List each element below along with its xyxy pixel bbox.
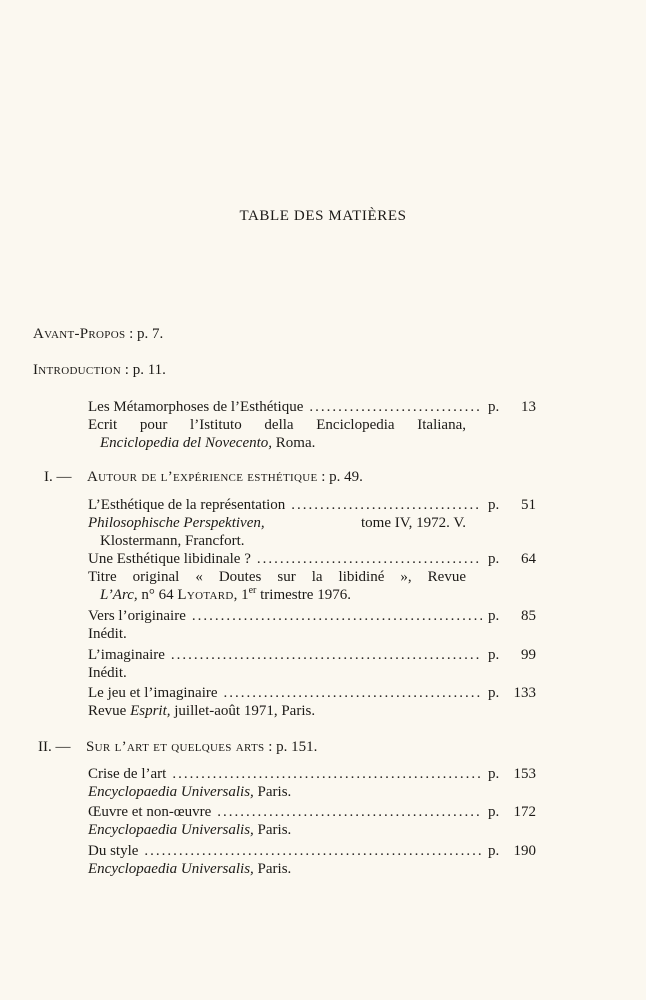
toc-entry-du-style bbox=[88, 842, 536, 878]
section-label: Autour de l’expérience esthétique bbox=[87, 469, 318, 485]
entry-note: Philosophische Perspektiven, tome IV, 1972. V. bbox=[88, 515, 466, 531]
entry-note-2: Klostermann, Francfort. bbox=[100, 533, 245, 549]
entry-title: Le jeu et l’imaginaire bbox=[88, 685, 218, 701]
section-label: Sur l’art et quelques arts bbox=[86, 739, 265, 755]
entry-note: Titre original « Doutes sur la libidiné », Revue bbox=[88, 569, 466, 585]
leader-dots bbox=[217, 803, 482, 821]
page-title: TABLE DES MATIÈRES bbox=[239, 208, 407, 224]
page-number: 51 bbox=[521, 497, 536, 513]
page-number: 99 bbox=[521, 647, 536, 663]
toc-entry-jeu-imaginaire bbox=[88, 684, 536, 720]
section-numeral: I. — bbox=[44, 469, 72, 485]
leader-dots bbox=[257, 550, 482, 568]
entry-title: Les Métamorphoses de l’Esthétique bbox=[88, 399, 304, 415]
entry-note-2: Enciclopedia del Novecento, Roma. bbox=[100, 435, 316, 451]
entry-title: Vers l’originaire bbox=[88, 608, 186, 624]
introduction-label: Introduction bbox=[33, 362, 122, 378]
toc-entry-imaginaire bbox=[88, 646, 536, 682]
toc-entry-crise-art bbox=[88, 765, 536, 801]
leader-dots bbox=[171, 646, 482, 664]
page-number: 85 bbox=[521, 608, 536, 624]
section-2-heading bbox=[38, 738, 317, 756]
toc-entry-vers-originaire bbox=[88, 607, 536, 643]
page-abbrev: p. bbox=[488, 399, 500, 415]
leader-dots bbox=[144, 842, 482, 860]
leader-dots bbox=[309, 398, 482, 416]
entry-note: Encyclopaedia Universalis, Paris. bbox=[88, 861, 292, 877]
avant-propos-label: Avant-Propos bbox=[33, 326, 126, 342]
section-page: : p. 49. bbox=[317, 469, 363, 485]
page-abbrev: p. bbox=[488, 551, 500, 567]
page-number: 190 bbox=[513, 843, 536, 859]
page-number: 13 bbox=[521, 399, 536, 415]
entry-title: L’imaginaire bbox=[88, 647, 165, 663]
leader-dots bbox=[172, 765, 482, 783]
avant-propos-page: : p. 7. bbox=[125, 326, 164, 342]
toc-entry-esthetique-libidinale bbox=[88, 550, 536, 604]
page-abbrev: p. bbox=[488, 804, 500, 820]
entry-note: Ecrit pour l’Istituto della Enciclopedia Italiana, bbox=[88, 417, 466, 433]
entry-note: Inédit. bbox=[88, 626, 127, 642]
entry-note: Encyclopaedia Universalis, Paris. bbox=[88, 822, 292, 838]
leader-dots bbox=[224, 684, 482, 702]
entry-title: Œuvre et non-œuvre bbox=[88, 804, 212, 820]
entry-note: Revue Esprit, juillet-août 1971, Paris. bbox=[88, 703, 316, 719]
toc-introduction bbox=[33, 361, 166, 379]
entry-note-2: L’Arc, n° 64 Lyotard, 1er trimestre 1976. bbox=[100, 585, 351, 603]
section-1-heading bbox=[44, 468, 363, 486]
page-abbrev: p. bbox=[488, 647, 500, 663]
entry-note: Inédit. bbox=[88, 665, 127, 681]
toc-entry-oeuvre-non-oeuvre bbox=[88, 803, 536, 839]
page-abbrev: p. bbox=[488, 685, 500, 701]
page-number: 133 bbox=[513, 685, 536, 701]
page-abbrev: p. bbox=[488, 608, 500, 624]
page-number: 64 bbox=[521, 551, 536, 567]
leader-dots bbox=[291, 496, 482, 514]
toc-entry-esthetique-representation bbox=[88, 496, 536, 550]
entry-note: Encyclopaedia Universalis, Paris. bbox=[88, 784, 292, 800]
page-abbrev: p. bbox=[488, 843, 500, 859]
entry-title: Une Esthétique libidinale ? bbox=[88, 551, 251, 567]
leader-dots bbox=[192, 607, 482, 625]
section-page: : p. 151. bbox=[264, 739, 318, 755]
page-abbrev: p. bbox=[488, 497, 500, 513]
introduction-page: : p. 11. bbox=[121, 362, 166, 378]
entry-title: Crise de l’art bbox=[88, 766, 167, 782]
toc-avant-propos bbox=[33, 325, 163, 343]
entry-title: L’Esthétique de la représentation bbox=[88, 497, 286, 513]
page-number: 153 bbox=[513, 766, 536, 782]
page-number: 172 bbox=[513, 804, 536, 820]
toc-entry-metamorphoses bbox=[88, 398, 536, 452]
section-numeral: II. — bbox=[38, 739, 71, 755]
page-abbrev: p. bbox=[488, 766, 500, 782]
entry-title: Du style bbox=[88, 843, 139, 859]
